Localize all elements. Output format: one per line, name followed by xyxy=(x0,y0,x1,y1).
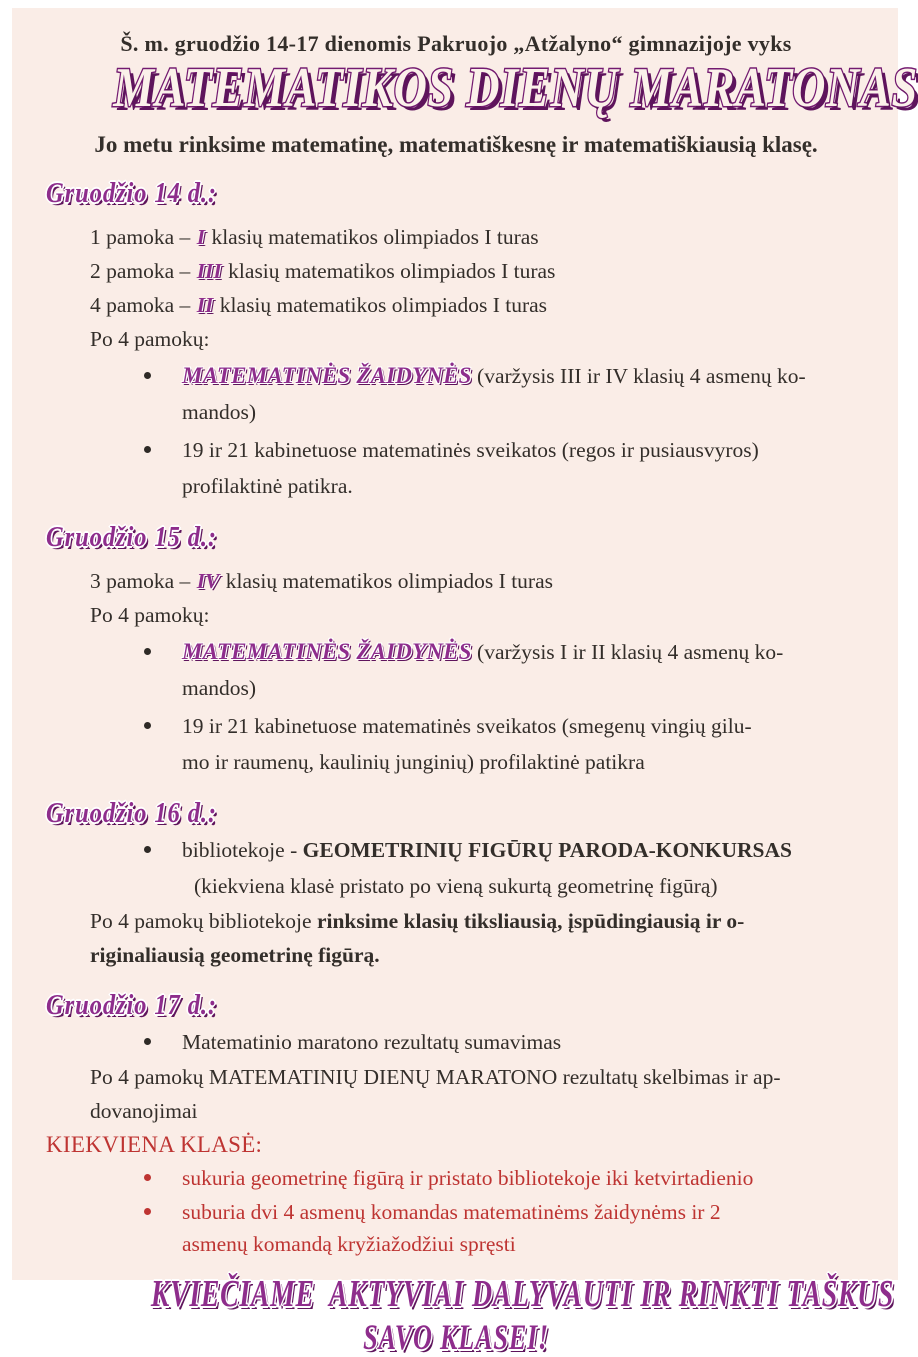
section-heading-dec-14: Gruodžio 14 d.: xyxy=(46,177,217,209)
list-item-line: mandos) xyxy=(182,676,257,700)
footer-call-to-action-line1: KVIEČIAME AKTYVIAI DALYVAUTI IR RINKTI TAŠKUS xyxy=(150,1273,895,1315)
schedule-line xyxy=(90,564,874,598)
schedule-line xyxy=(90,254,874,288)
schedule-line xyxy=(90,220,874,254)
list-item xyxy=(144,708,874,780)
event-name-decorative: MATEMATINĖS ŽAIDYNĖS xyxy=(182,639,472,664)
event-name-decorative: MATEMATINĖS ŽAIDYNĖS xyxy=(182,363,472,388)
list-item-text xyxy=(182,634,874,706)
list-item-text xyxy=(182,708,874,780)
bullet-icon xyxy=(144,1024,182,1045)
list-item-line: 19 ir 21 kabinetuose matematinės sveikatos (smegenų vingių gilu- xyxy=(182,714,752,738)
list-item xyxy=(144,1162,874,1194)
bullet-icon xyxy=(144,358,182,379)
bullet-icon xyxy=(144,832,182,853)
list-item xyxy=(144,634,874,706)
list-item xyxy=(144,832,874,904)
list-item xyxy=(144,358,874,430)
paragraph-text: Po 4 pamokų bibliotekoje xyxy=(90,909,317,933)
paragraph-bold-text: riginaliausią geometrinę figūrą. xyxy=(90,943,380,967)
bullet-icon xyxy=(144,432,182,453)
bullet-icon xyxy=(144,1162,182,1181)
list-item-line-text: (varžysis I ir II klasių 4 asmenų ko- xyxy=(471,640,784,664)
list-item-text xyxy=(182,832,874,904)
list-item-line-text: bibliotekoje - xyxy=(182,838,303,862)
schedule-text: 1 pamoka – xyxy=(90,225,196,249)
paragraph-line xyxy=(90,904,874,938)
list-item-line: profilaktinė patikra. xyxy=(182,474,353,498)
list-item-line: mo ir raumenų, kaulinių junginių) profilaktinė patikra xyxy=(182,750,645,774)
list-item-line: (kiekviena klasė pristato po vieną sukurtą geometrinę figūrą) xyxy=(194,874,718,898)
every-class-heading: KIEKVIENA KLASĖ: xyxy=(46,1132,263,1157)
poster-title: MATEMATIKOS DIENŲ MARATONAS xyxy=(113,57,918,119)
intro-line: Š. m. gruodžio 14-17 dienomis Pakruojo „Atžalyno“ gimnazijoje vyks xyxy=(120,31,792,56)
after-lessons-line: Po 4 pamokų: xyxy=(90,327,210,351)
list-item-text xyxy=(182,358,874,430)
list-item-text: sukuria geometrinę figūrą ir pristato bibliotekoje iki ketvirtadienio xyxy=(182,1166,754,1190)
list-item-line xyxy=(182,634,874,670)
class-numeral: II xyxy=(196,293,214,317)
schedule-text: 2 pamoka – xyxy=(90,259,196,283)
list-item-line: suburia dvi 4 asmenų komandas matematinėms žaidynėms ir 2 xyxy=(182,1200,721,1224)
schedule-text: klasių matematikos olimpiados I turas xyxy=(214,293,548,317)
list-item-text: Matematinio maratono rezultatų sumavimas xyxy=(182,1030,562,1054)
list-item-line: 19 ir 21 kabinetuose matematinės sveikatos (regos ir pusiausvyros) xyxy=(182,438,759,462)
footer-call-to-action-line2: SAVO KLASEI! xyxy=(363,1317,549,1357)
schedule-text: klasių matematikos olimpiados I turas xyxy=(222,259,556,283)
section-heading-dec-17: Gruodžio 17 d.: xyxy=(46,989,217,1021)
bullet-icon xyxy=(144,634,182,655)
schedule-text: klasių matematikos olimpiados I turas xyxy=(206,225,539,249)
class-numeral: IV xyxy=(196,569,220,593)
bullet-icon xyxy=(144,1196,182,1215)
paragraph-bold-text: rinksime klasių tiksliausią, įspūdingiausią ir o- xyxy=(316,909,745,933)
schedule-text: 3 pamoka – xyxy=(90,569,196,593)
section-heading-dec-16: Gruodžio 16 d.: xyxy=(46,797,217,829)
poster-subtitle: Jo metu rinksime matematinę, matematiškesnę ir matematiškiausią klasę. xyxy=(94,132,818,157)
exhibition-title: GEOMETRINIŲ FIGŪRŲ PARODA-KONKURSAS xyxy=(302,838,792,862)
bullet-icon xyxy=(144,708,182,729)
schedule-text: 4 pamoka – xyxy=(90,293,196,317)
list-item-line xyxy=(182,358,874,394)
list-item xyxy=(144,1024,874,1060)
paragraph-line: dovanojimai xyxy=(90,1099,198,1123)
list-item-text xyxy=(182,432,874,504)
section-heading-dec-15: Gruodžio 15 d.: xyxy=(46,521,217,553)
class-numeral: III xyxy=(196,259,222,283)
paragraph-line: Po 4 pamokų MATEMATINIŲ DIENŲ MARATONO rezultatų skelbimas ir ap- xyxy=(90,1065,781,1089)
list-item-line: mandos) xyxy=(182,400,257,424)
list-item xyxy=(144,432,874,504)
schedule-line xyxy=(90,288,874,322)
paragraph-line xyxy=(90,938,874,972)
schedule-text: klasių matematikos olimpiados I turas xyxy=(220,569,554,593)
class-numeral: I xyxy=(196,225,206,249)
list-item-line-text: (varžysis III ir IV klasių 4 asmenų ko- xyxy=(471,364,806,388)
list-item xyxy=(144,1196,874,1260)
list-item-line xyxy=(182,832,874,868)
list-item-line: asmenų komandą kryžiažodžiui spręsti xyxy=(182,1232,516,1256)
list-item-text xyxy=(182,1196,874,1260)
after-lessons-line: Po 4 pamokų: xyxy=(90,603,210,627)
